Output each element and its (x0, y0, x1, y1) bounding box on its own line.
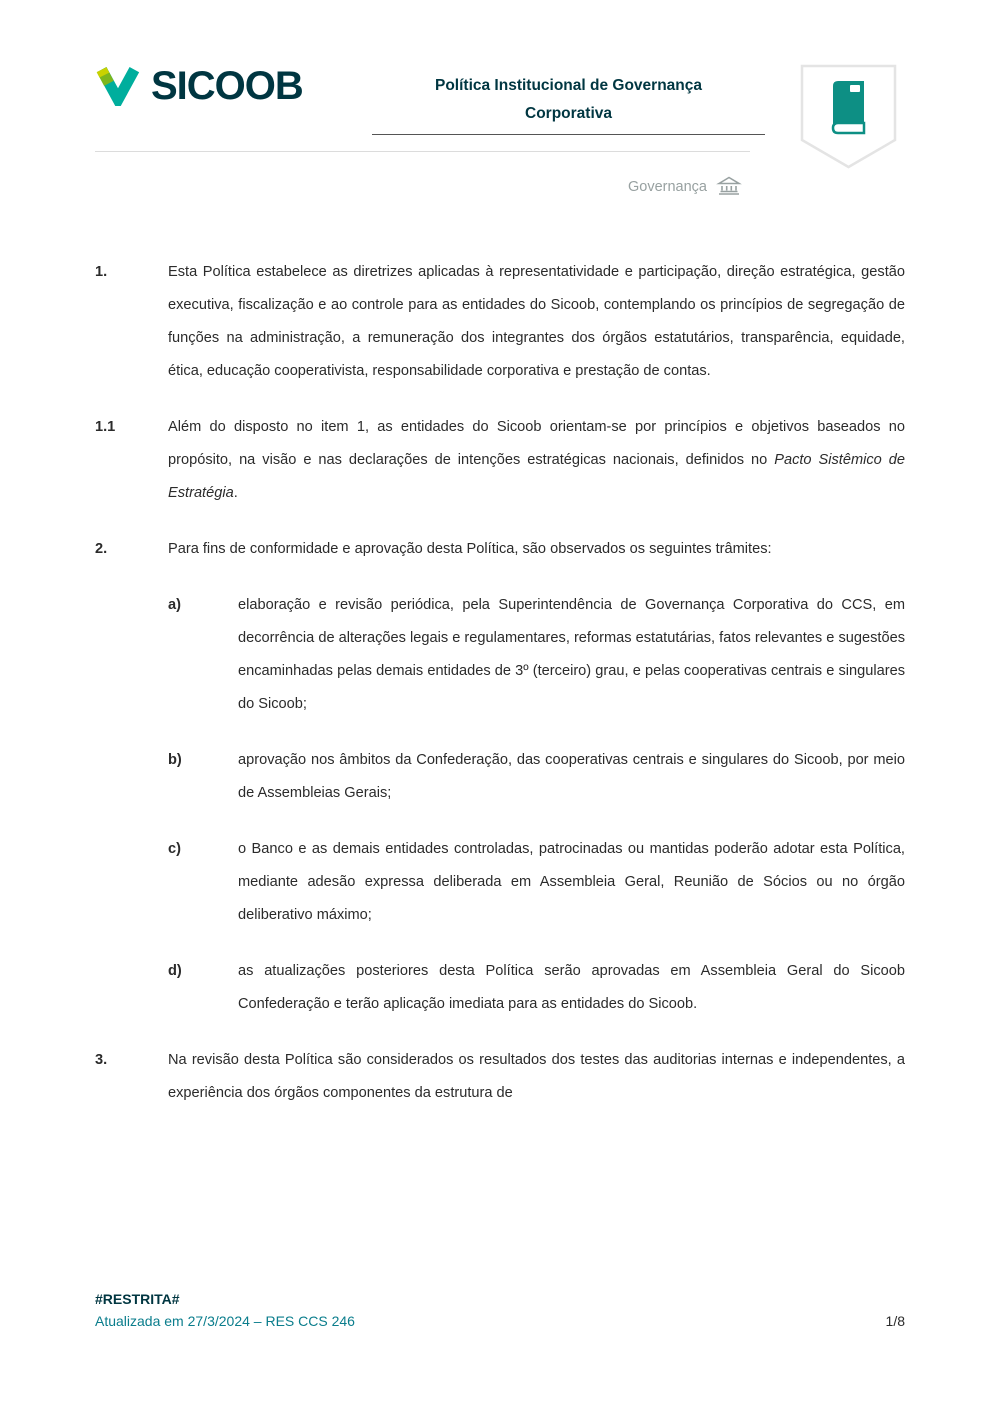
item-text-suffix: . (233, 485, 238, 501)
item-text: Esta Política estabelece as diretrizes aplicadas à representatividade e participação, direção estratégica, gestão executiva, fiscalização e ao controle para as entidades do Sicoob, contemplando os princípios de segregação de funções na administração, a remuneração dos integrantes dos órgãos estatutários, transparência, equidade, ética, educação cooperativista, responsabilidade corporativa e prestação de contas. (168, 264, 905, 379)
item-text-plain: Além do disposto no item 1, as entidades do Sicoob orientam-se por princípios e objetivos baseados no propósito, na visão e nas declarações de intenções estratégicas nacionais, definidos no (168, 419, 905, 468)
subitem-text: elaboração e revisão periódica, pela Superintendência de Governança Corporativa do CCS, em decorrência de alterações legais e regulamentares, reformas estatutárias, fatos relevantes e sugestões encaminhadas pelas demais entidades de 3º (terceiro) grau, e pelas cooperativas centrais e singulares do Sicoob; (238, 597, 905, 712)
sublist-item-b (168, 744, 905, 810)
book-icon (833, 81, 864, 133)
subitem-letter: c) (168, 841, 181, 857)
item-number: 1. (95, 264, 108, 280)
sublist-item-a (168, 589, 905, 721)
subitem-letter: a) (168, 597, 181, 613)
badge-shield (800, 64, 897, 170)
sublist (168, 589, 905, 1021)
list-item-2 (95, 533, 905, 566)
category-label: Governança (628, 178, 707, 195)
bank-icon (716, 176, 742, 197)
item-number: 1.1 (95, 419, 116, 435)
page-number: 1/8 (885, 1313, 905, 1329)
item-number: 3. (95, 1052, 108, 1068)
subitem-letter: b) (168, 752, 182, 768)
footer-left (95, 1288, 355, 1332)
subitem-letter: d) (168, 963, 182, 979)
page-footer (95, 1288, 905, 1332)
document-title (372, 72, 765, 135)
item-text-italic: Pacto Sistêmico de Estratégia (168, 452, 905, 501)
item-text: Para fins de conformidade e aprovação desta Política, são observados os seguintes trâmites: (168, 541, 772, 557)
subitem-text: aprovação nos âmbitos da Confederação, das cooperativas centrais e singulares do Sicoob, por meio de Assembleias Gerais; (238, 752, 905, 801)
item-text: Na revisão desta Política são considerados os resultados dos testes das auditorias internas e independentes, a experiência dos órgãos componentes da estrutura de (168, 1052, 905, 1101)
updated-label: Atualizada em 27/3/2024 – RES CCS 246 (95, 1313, 355, 1329)
list-item-1-1 (95, 411, 905, 510)
list-item-3 (95, 1044, 905, 1110)
document-title-line2: Corporativa (525, 105, 612, 122)
list-item-1 (95, 256, 905, 388)
category-row (628, 176, 742, 197)
classification-label: #RESTRITA# (95, 1291, 180, 1307)
document-title-line1: Política Institucional de Governança (434, 77, 702, 94)
sicoob-logo-icon (95, 66, 141, 106)
header-divider (95, 151, 750, 152)
sicoob-logo-text: SICOOB (151, 64, 303, 108)
sublist-item-c (168, 833, 905, 932)
sicoob-logo (95, 66, 303, 106)
item-number: 2. (95, 541, 108, 557)
subitem-text: as atualizações posteriores desta Política serão aprovadas em Assembleia Geral do Sicoob Confederação e terão aplicação imediata para as entidades do Sicoob. (238, 963, 905, 1012)
document-body (95, 256, 905, 1133)
governance-badge (800, 64, 897, 175)
subitem-text: o Banco e as demais entidades controladas, patrocinadas ou mantidas poderão adotar esta Política, mediante adesão expressa deliberada em Assembleia Geral, Reunião de Sócios ou no órgão deliberativo máximo; (238, 841, 905, 923)
sublist-item-d (168, 955, 905, 1021)
item-text (168, 411, 905, 510)
